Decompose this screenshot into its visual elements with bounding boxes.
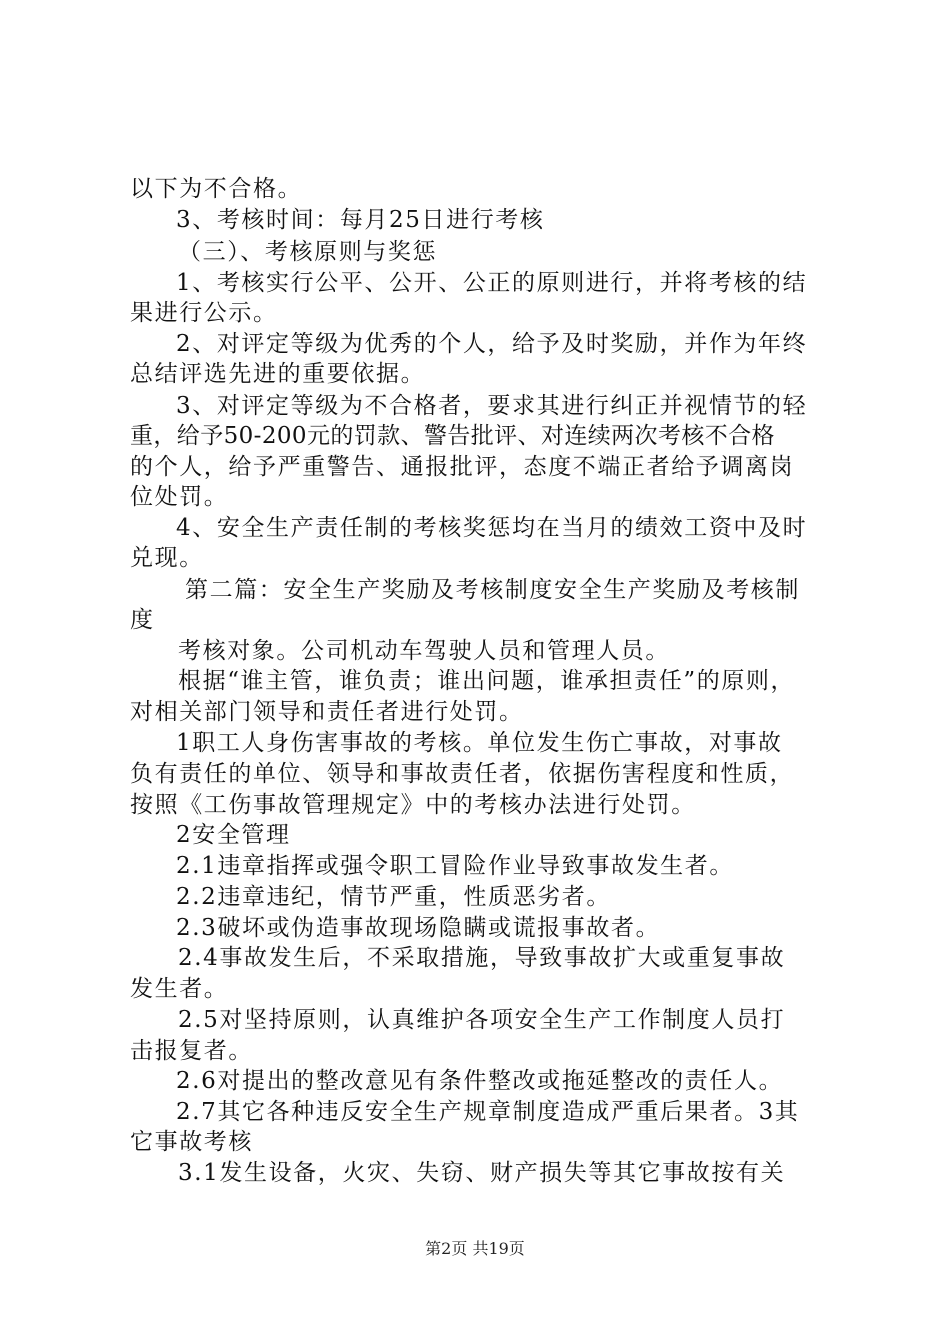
text-line: 2.4事故发生后，不采取措施，导致事故扩大或重复事故 bbox=[178, 945, 786, 971]
text-line: 第二篇：安全生产奖励及考核制度安全生产奖励及考核制 bbox=[185, 577, 800, 603]
text-line: 2.6对提出的整改意见有条件整改或拖延整改的责任人。 bbox=[176, 1068, 784, 1094]
text-line: 2、对评定等级为优秀的个人，给予及时奖励，并作为年终 bbox=[176, 331, 808, 357]
text-line: 3、对评定等级为不合格者，要求其进行纠正并视情节的轻 bbox=[176, 393, 808, 419]
text-line: 发生者。 bbox=[130, 976, 229, 1002]
text-line: 2.3破坏或伪造事故现场隐瞒或谎报事故者。 bbox=[176, 915, 661, 941]
text-line: 2.2违章违纪，情节严重，性质恶劣者。 bbox=[176, 884, 611, 910]
text-line: 2安全管理 bbox=[176, 822, 291, 848]
text-line: 根据“谁主管，谁负责；谁出问题，谁承担责任”的原则， bbox=[178, 668, 796, 694]
text-line: 2.7其它各种违反安全生产规章制度造成严重后果者。3其 bbox=[176, 1099, 800, 1125]
text-line: 4、安全生产责任制的考核奖惩均在当月的绩效工资中及时 bbox=[176, 515, 808, 541]
text-line: 3、考核时间：每月25日进行考核 bbox=[176, 207, 545, 233]
text-line: 兑现。 bbox=[130, 545, 204, 571]
text-line: 1职工人身伤害事故的考核。单位发生伤亡事故，对事故 bbox=[176, 730, 783, 756]
text-line: 对相关部门领导和责任者进行处罚。 bbox=[130, 699, 524, 725]
text-line: 总结评选先进的重要依据。 bbox=[130, 361, 426, 387]
page-number-footer: 第2页 共19页 bbox=[425, 1239, 525, 1258]
text-line: 击报复者。 bbox=[130, 1038, 253, 1064]
text-line: 以下为不合格。 bbox=[130, 176, 303, 202]
text-line: 1、考核实行公平、公开、公正的原则进行，并将考核的结 bbox=[176, 270, 808, 296]
text-line: 考核对象。公司机动车驾驶人员和管理人员。 bbox=[178, 638, 670, 664]
text-line: 按照《工伤事故管理规定》中的考核办法进行处罚。 bbox=[130, 792, 696, 818]
text-line: 负有责任的单位、领导和事故责任者，依据伤害程度和性质， bbox=[130, 761, 795, 787]
text-line: 3.1发生设备，火灾、失窃、财产损失等其它事故按有关 bbox=[178, 1160, 786, 1186]
text-line: 重，给予50-200元的罚款、警告批评、对连续两次考核不合格 bbox=[130, 423, 775, 449]
text-line: 的个人，给予严重警告、通报批评，态度不端正者给予调离岗 bbox=[130, 454, 795, 480]
text-line: 2.1违章指挥或强令职工冒险作业导致事故发生者。 bbox=[176, 853, 734, 879]
text-line: 它事故考核 bbox=[130, 1129, 253, 1155]
text-line: 2.5对坚持原则，认真维护各项安全生产工作制度人员打 bbox=[178, 1007, 786, 1033]
text-line: 度 bbox=[130, 607, 155, 633]
text-line: 果进行公示。 bbox=[130, 300, 278, 326]
text-line: 位处罚。 bbox=[130, 484, 229, 510]
text-line: （三）、考核原则与奖惩 bbox=[178, 239, 438, 265]
